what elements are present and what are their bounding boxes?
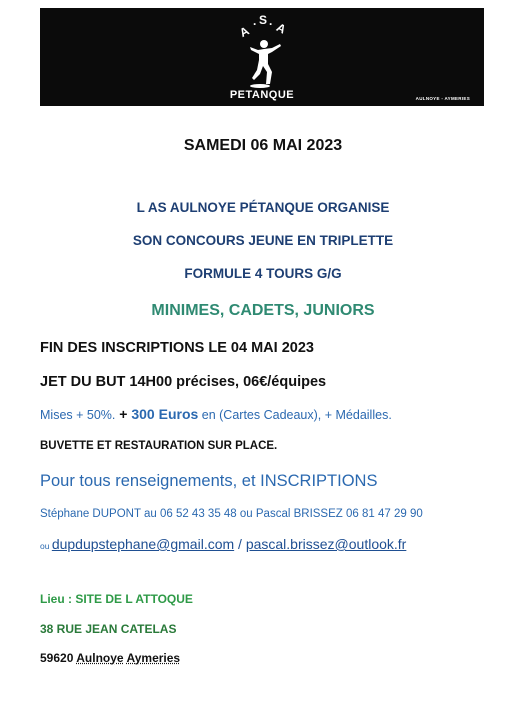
logo-town-label: AULNOYE - AYMERIES xyxy=(415,96,470,101)
logo-dot-2: . xyxy=(269,14,273,28)
email-link-1[interactable]: dupdupstephane@gmail.com xyxy=(51,536,235,552)
logo-letter-s: S xyxy=(259,14,268,27)
contact-phones: Stéphane DUPONT au 06 52 43 35 48 ou Pascal BRISSEZ 06 81 47 29 90 xyxy=(40,508,423,520)
logo-petanque-label: PETANQUE xyxy=(229,89,295,101)
venue-town-part1: Aulnoye xyxy=(76,651,124,665)
info-heading: Pour tous renseignements, et INSCRIPTIONS xyxy=(40,472,378,490)
organiser-line-2: SON CONCOURS JEUNE EN TRIPLETTE xyxy=(132,233,394,248)
start-time-and-fee: JET DU BUT 14H00 précises, 06€/équipes xyxy=(40,374,327,390)
contact-emails xyxy=(40,536,406,552)
organiser-line-3: FORMULE 4 TOURS G/G xyxy=(184,266,342,281)
organiser-line-1: L AS AULNOYE PÉTANQUE ORGANISE xyxy=(136,200,390,215)
registration-deadline: FIN DES INSCRIPTIONS LE 04 MAI 2023 xyxy=(40,340,314,356)
petanque-player-logo-icon xyxy=(236,14,292,92)
email-link-2[interactable]: pascal.brissez@outlook.fr xyxy=(245,536,407,552)
event-date: SAMEDI 06 MAI 2023 xyxy=(183,137,343,154)
logo-letter-a1: A xyxy=(237,23,252,41)
prize-info-part1: Mises + 50%. xyxy=(40,408,116,422)
prize-amount: 300 Euros xyxy=(131,406,199,422)
prize-info xyxy=(40,406,392,422)
venue-street: 38 RUE JEAN CATELAS xyxy=(40,622,177,636)
venue-town xyxy=(40,651,180,665)
categories-heading: MINIMES, CADETS, JUNIORS xyxy=(151,302,375,319)
emails-separator: / xyxy=(234,536,246,552)
venue-name: Lieu : SITE DE L ATTOQUE xyxy=(40,592,193,606)
refreshments-note: BUVETTE ET RESTAURATION SUR PLACE. xyxy=(40,440,278,452)
venue-postcode: 59620 xyxy=(40,651,77,665)
emails-prefix: ou xyxy=(40,541,52,551)
venue-town-part2: Aymeries xyxy=(126,651,181,665)
prize-info-plus: + xyxy=(115,406,132,422)
logo-dot-1: . xyxy=(253,14,257,28)
prize-info-part2: en (Cartes Cadeaux), + Médailles. xyxy=(198,408,392,422)
header-banner xyxy=(40,8,484,106)
logo-letter-a2: A xyxy=(274,20,289,37)
